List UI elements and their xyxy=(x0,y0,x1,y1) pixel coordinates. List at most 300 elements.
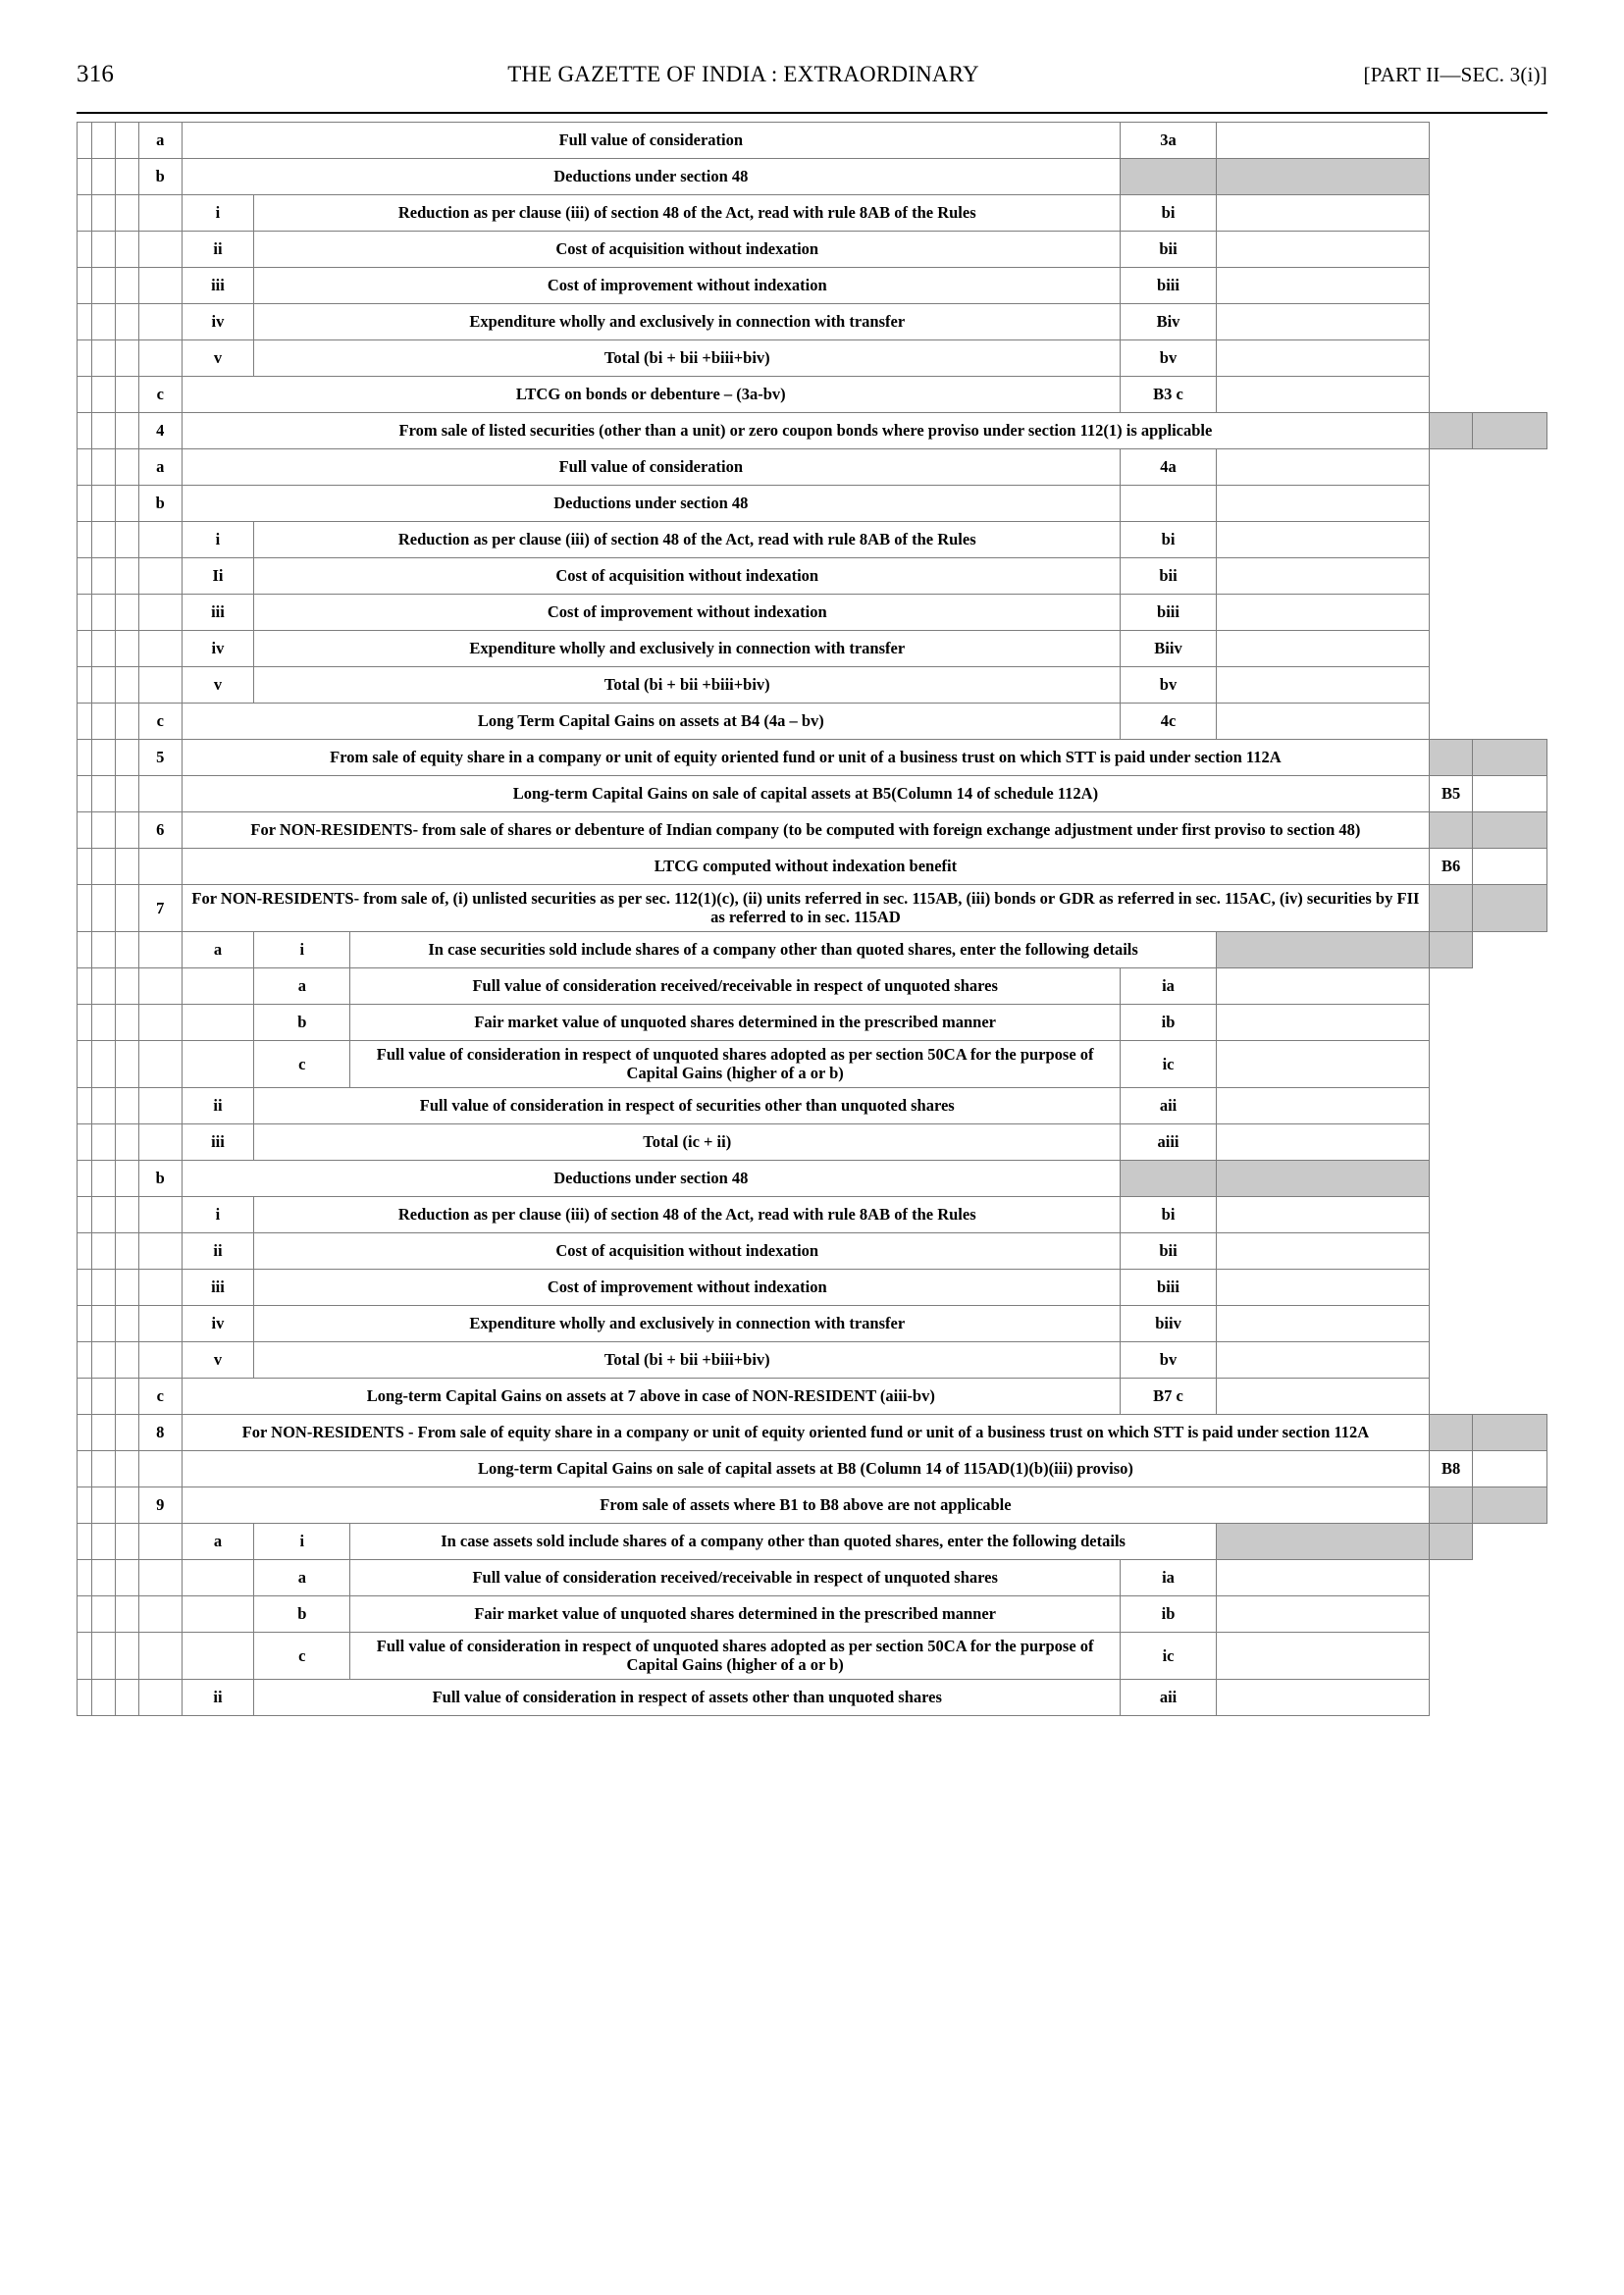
gutter-1 xyxy=(78,558,92,595)
row-label: Total (ic + ii) xyxy=(254,1123,1121,1160)
row-value-box[interactable] xyxy=(1216,1305,1429,1341)
row-level3-numeral: i xyxy=(254,1523,350,1559)
gutter-2 xyxy=(92,1450,116,1487)
gutter-3 xyxy=(116,377,139,413)
gutter-2 xyxy=(92,1160,116,1196)
row-code: bii xyxy=(1121,558,1217,595)
row-code: biii xyxy=(1121,1269,1217,1305)
table-row xyxy=(78,232,1547,268)
row-label: Full value of consideration received/receivable in respect of unquoted shares xyxy=(350,967,1121,1004)
gutter-2 xyxy=(92,776,116,812)
row-label: For NON-RESIDENTS- from sale of, (i) unlisted securities as per sec. 112(1)(c), (ii) units referred in sec. 115AB, (iii) bonds or GDR as referred in sec. 115AC, (iv) securities by FII as referred to in sec. 115AD xyxy=(182,885,1430,932)
gutter-1 xyxy=(78,967,92,1004)
row-spacer-2 xyxy=(182,1632,254,1679)
table-row xyxy=(78,740,1547,776)
row-value-box[interactable] xyxy=(1216,558,1429,595)
row-label: Reduction as per clause (iii) of section 48 of the Act, read with rule 8AB of the Rules xyxy=(254,522,1121,558)
table-row xyxy=(78,558,1547,595)
row-level3-numeral: i xyxy=(182,1196,254,1232)
row-level3-numeral: i xyxy=(182,195,254,232)
gutter-2 xyxy=(92,740,116,776)
shaded-spacer xyxy=(1472,740,1546,776)
row-spacer xyxy=(139,1679,182,1715)
gutter-1 xyxy=(78,1232,92,1269)
table-row xyxy=(78,1559,1547,1595)
row-code: bi xyxy=(1121,522,1217,558)
row-spacer xyxy=(139,1123,182,1160)
gutter-1 xyxy=(78,449,92,486)
row-level4-letter: c xyxy=(254,1040,350,1087)
gutter-2 xyxy=(92,413,116,449)
row-label: Deductions under section 48 xyxy=(182,1160,1121,1196)
row-code: bii xyxy=(1121,1232,1217,1269)
row-level3-numeral: iii xyxy=(182,1123,254,1160)
gutter-1 xyxy=(78,667,92,704)
row-level3-numeral: i xyxy=(254,931,350,967)
row-label: Fair market value of unquoted shares determined in the prescribed manner xyxy=(350,1004,1121,1040)
row-level4-letter: b xyxy=(254,1595,350,1632)
row-level1-number: 6 xyxy=(139,812,182,849)
gutter-2 xyxy=(92,885,116,932)
row-code: biii xyxy=(1121,268,1217,304)
capital-gains-table xyxy=(77,122,1547,1716)
row-value-box[interactable] xyxy=(1216,232,1429,268)
row-code: Biiv xyxy=(1121,631,1217,667)
shaded-value-cell xyxy=(1430,1523,1472,1559)
row-value-box xyxy=(1472,1450,1546,1487)
gutter-1 xyxy=(78,1487,92,1523)
row-spacer xyxy=(139,931,182,967)
table-row xyxy=(78,1087,1547,1123)
row-value-box[interactable] xyxy=(1216,340,1429,377)
row-code: bv xyxy=(1121,340,1217,377)
shaded-code-cell xyxy=(1216,1523,1429,1559)
table-row xyxy=(78,967,1547,1004)
row-label: Deductions under section 48 xyxy=(182,486,1121,522)
row-level2-letter: b xyxy=(139,1160,182,1196)
row-label: Full value of consideration xyxy=(182,449,1121,486)
table-body xyxy=(78,123,1547,1716)
gutter-1 xyxy=(78,1087,92,1123)
row-code: bi xyxy=(1121,1196,1217,1232)
row-value-box xyxy=(1472,776,1546,812)
row-value-box[interactable] xyxy=(1216,268,1429,304)
row-level3-numeral: iv xyxy=(182,631,254,667)
row-label: From sale of assets where B1 to B8 above are not applicable xyxy=(182,1487,1430,1523)
row-value-box[interactable] xyxy=(1216,595,1429,631)
row-right-code: B3 c xyxy=(1121,377,1217,413)
row-label: Total (bi + bii +biii+biv) xyxy=(254,667,1121,704)
gutter-2 xyxy=(92,967,116,1004)
gutter-3 xyxy=(116,1595,139,1632)
row-label: Cost of improvement without indexation xyxy=(254,1269,1121,1305)
table-row xyxy=(78,595,1547,631)
row-value-box[interactable] xyxy=(1216,631,1429,667)
row-label: Cost of improvement without indexation xyxy=(254,595,1121,631)
gutter-3 xyxy=(116,449,139,486)
table-row xyxy=(78,159,1547,195)
row-value-box[interactable] xyxy=(1216,1378,1429,1414)
row-code: aiii xyxy=(1121,1123,1217,1160)
gutter-1 xyxy=(78,486,92,522)
gutter-1 xyxy=(78,631,92,667)
gutter-3 xyxy=(116,304,139,340)
gutter-1 xyxy=(78,1450,92,1487)
gutter-1 xyxy=(78,1305,92,1341)
row-level3-numeral: v xyxy=(182,667,254,704)
table-row xyxy=(78,1160,1547,1196)
table-row xyxy=(78,885,1547,932)
row-code: ia xyxy=(1121,967,1217,1004)
row-value-box[interactable] xyxy=(1216,1087,1429,1123)
row-code: ic xyxy=(1121,1632,1217,1679)
gutter-1 xyxy=(78,776,92,812)
row-label: Expenditure wholly and exclusively in connection with transfer xyxy=(254,631,1121,667)
row-spacer-2 xyxy=(182,1004,254,1040)
table-row xyxy=(78,377,1547,413)
row-label: Fair market value of unquoted shares determined in the prescribed manner xyxy=(350,1595,1121,1632)
table-row xyxy=(78,195,1547,232)
row-code: ic xyxy=(1121,1040,1217,1087)
gutter-2 xyxy=(92,377,116,413)
gutter-2 xyxy=(92,340,116,377)
table-row xyxy=(78,123,1547,159)
row-value-box xyxy=(1472,849,1546,885)
gutter-3 xyxy=(116,1487,139,1523)
row-label: Reduction as per clause (iii) of section 48 of the Act, read with rule 8AB of the Rules xyxy=(254,195,1121,232)
gutter-2 xyxy=(92,1040,116,1087)
gutter-1 xyxy=(78,413,92,449)
gutter-3 xyxy=(116,1341,139,1378)
table-row xyxy=(78,1305,1547,1341)
row-label: In case securities sold include shares of a company other than quoted shares, enter the following details xyxy=(350,931,1217,967)
shaded-code-cell xyxy=(1430,413,1472,449)
row-label: Reduction as per clause (iii) of section 48 of the Act, read with rule 8AB of the Rules xyxy=(254,1196,1121,1232)
table-row xyxy=(78,486,1547,522)
shaded-code-cell xyxy=(1430,812,1472,849)
row-level1-number: 7 xyxy=(139,885,182,932)
gutter-1 xyxy=(78,1123,92,1160)
row-level3-numeral: i xyxy=(182,522,254,558)
row-value-box[interactable] xyxy=(1216,304,1429,340)
row-spacer xyxy=(139,1040,182,1087)
row-value-box[interactable] xyxy=(1216,1232,1429,1269)
row-label: LTCG on bonds or debenture – (3a-bv) xyxy=(182,377,1121,413)
row-level1-number: 9 xyxy=(139,1487,182,1523)
row-level3-numeral: iv xyxy=(182,1305,254,1341)
table-row xyxy=(78,1378,1547,1414)
table-row xyxy=(78,1595,1547,1632)
row-spacer xyxy=(139,631,182,667)
shaded-code-cell xyxy=(1430,1487,1472,1523)
table-row xyxy=(78,704,1547,740)
table-row xyxy=(78,449,1547,486)
row-level3-numeral: ii xyxy=(182,1232,254,1269)
gutter-2 xyxy=(92,667,116,704)
row-value-box[interactable] xyxy=(1216,377,1429,413)
gutter-1 xyxy=(78,340,92,377)
row-label: Full value of consideration in respect of unquoted shares adopted as per section 50CA for the purpose of Capital Gains (higher of a or b) xyxy=(350,1632,1121,1679)
row-label: Full value of consideration in respect of assets other than unquoted shares xyxy=(254,1679,1121,1715)
gutter-1 xyxy=(78,1559,92,1595)
gutter-3 xyxy=(116,849,139,885)
row-level4-letter: a xyxy=(254,1559,350,1595)
gutter-2 xyxy=(92,1341,116,1378)
gutter-3 xyxy=(116,812,139,849)
row-level2-letter: a xyxy=(182,931,254,967)
table-row xyxy=(78,1269,1547,1305)
gutter-1 xyxy=(78,1341,92,1378)
gutter-2 xyxy=(92,449,116,486)
row-value-box[interactable] xyxy=(1216,967,1429,1004)
row-spacer xyxy=(139,558,182,595)
gutter-3 xyxy=(116,1414,139,1450)
row-spacer xyxy=(139,967,182,1004)
row-value-box[interactable] xyxy=(1216,1196,1429,1232)
gutter-3 xyxy=(116,1160,139,1196)
row-value-box[interactable] xyxy=(1216,1559,1429,1595)
gutter-3 xyxy=(116,595,139,631)
shaded-code-cell xyxy=(1430,885,1472,932)
row-spacer xyxy=(139,1450,182,1487)
row-spacer xyxy=(139,304,182,340)
gutter-1 xyxy=(78,377,92,413)
gutter-2 xyxy=(92,195,116,232)
shaded-code-cell xyxy=(1121,1160,1217,1196)
gutter-1 xyxy=(78,159,92,195)
row-spacer xyxy=(139,595,182,631)
row-label: From sale of equity share in a company or unit of equity oriented fund or unit of a business trust on which STT is paid under section 112A xyxy=(182,740,1430,776)
table-row xyxy=(78,667,1547,704)
gutter-3 xyxy=(116,1559,139,1595)
row-value-box[interactable] xyxy=(1216,1341,1429,1378)
row-value-box[interactable] xyxy=(1216,1595,1429,1632)
row-value-box[interactable] xyxy=(1216,123,1429,159)
gutter-2 xyxy=(92,1487,116,1523)
row-level4-letter: a xyxy=(254,967,350,1004)
row-value-box[interactable] xyxy=(1216,667,1429,704)
gutter-3 xyxy=(116,776,139,812)
table-row xyxy=(78,812,1547,849)
gutter-3 xyxy=(116,1523,139,1559)
gutter-3 xyxy=(116,740,139,776)
row-label: Long-term Capital Gains on assets at 7 above in case of NON-RESIDENT (aiii-bv) xyxy=(182,1378,1121,1414)
row-level3-numeral: ii xyxy=(182,1679,254,1715)
row-label: From sale of listed securities (other than a unit) or zero coupon bonds where proviso under section 112(1) is applicable xyxy=(182,413,1430,449)
gutter-3 xyxy=(116,931,139,967)
gazette-title: THE GAZETTE OF INDIA : EXTRAORDINARY xyxy=(507,62,979,86)
row-level3-numeral: v xyxy=(182,1341,254,1378)
row-spacer xyxy=(139,268,182,304)
gutter-1 xyxy=(78,931,92,967)
row-level3-numeral: v xyxy=(182,340,254,377)
table-row xyxy=(78,268,1547,304)
gutter-1 xyxy=(78,1196,92,1232)
row-spacer xyxy=(139,232,182,268)
gutter-1 xyxy=(78,704,92,740)
gutter-1 xyxy=(78,522,92,558)
gutter-3 xyxy=(116,967,139,1004)
table-row xyxy=(78,1450,1547,1487)
gutter-3 xyxy=(116,1679,139,1715)
shaded-code-cell xyxy=(1430,740,1472,776)
shaded-value-cell xyxy=(1216,159,1429,195)
row-level3-numeral: iii xyxy=(182,1269,254,1305)
row-value-box[interactable] xyxy=(1216,1123,1429,1160)
gutter-2 xyxy=(92,232,116,268)
row-right-code: B6 xyxy=(1430,849,1472,885)
gutter-3 xyxy=(116,1269,139,1305)
row-value-box[interactable] xyxy=(1216,704,1429,740)
gutter-1 xyxy=(78,1269,92,1305)
gutter-2 xyxy=(92,1196,116,1232)
gutter-1 xyxy=(78,123,92,159)
row-level2-letter: a xyxy=(139,123,182,159)
row-label: Cost of acquisition without indexation xyxy=(254,232,1121,268)
gutter-1 xyxy=(78,268,92,304)
row-spacer xyxy=(139,1632,182,1679)
shaded-spacer xyxy=(1472,812,1546,849)
row-spacer xyxy=(139,776,182,812)
gutter-3 xyxy=(116,195,139,232)
row-label: Full value of consideration in respect of unquoted shares adopted as per section 50CA for the purpose of Capital Gains (higher of a or b) xyxy=(350,1040,1121,1087)
gutter-1 xyxy=(78,812,92,849)
gutter-2 xyxy=(92,1087,116,1123)
gutter-3 xyxy=(116,340,139,377)
row-code xyxy=(1121,486,1217,522)
gutter-2 xyxy=(92,1123,116,1160)
row-spacer xyxy=(139,340,182,377)
gutter-3 xyxy=(116,704,139,740)
table-row xyxy=(78,849,1547,885)
row-value-box[interactable] xyxy=(1216,1269,1429,1305)
shaded-spacer xyxy=(1472,1414,1546,1450)
row-value-box[interactable] xyxy=(1216,1004,1429,1040)
row-spacer xyxy=(139,1523,182,1559)
gutter-1 xyxy=(78,1040,92,1087)
row-value-box[interactable] xyxy=(1216,522,1429,558)
table-row xyxy=(78,413,1547,449)
table-row xyxy=(78,931,1547,967)
gutter-1 xyxy=(78,885,92,932)
shaded-spacer xyxy=(1472,1487,1546,1523)
row-value-box[interactable] xyxy=(1216,195,1429,232)
row-code: aii xyxy=(1121,1679,1217,1715)
row-spacer-2 xyxy=(182,1595,254,1632)
gutter-3 xyxy=(116,123,139,159)
row-level3-numeral: iv xyxy=(182,304,254,340)
gutter-3 xyxy=(116,1087,139,1123)
row-code: 3a xyxy=(1121,123,1217,159)
table-row xyxy=(78,340,1547,377)
row-level2-letter: b xyxy=(139,486,182,522)
gutter-3 xyxy=(116,232,139,268)
gutter-1 xyxy=(78,1160,92,1196)
row-spacer xyxy=(139,667,182,704)
row-level3-numeral: Ii xyxy=(182,558,254,595)
row-level3-numeral: ii xyxy=(182,1087,254,1123)
row-spacer xyxy=(139,1269,182,1305)
gutter-3 xyxy=(116,1378,139,1414)
row-spacer-2 xyxy=(182,1040,254,1087)
row-spacer xyxy=(139,1559,182,1595)
row-level2-letter: a xyxy=(182,1523,254,1559)
row-label: Cost of improvement without indexation xyxy=(254,268,1121,304)
row-right-code: 4c xyxy=(1121,704,1217,740)
row-value-box[interactable] xyxy=(1216,1632,1429,1679)
gutter-3 xyxy=(116,1196,139,1232)
gutter-3 xyxy=(116,631,139,667)
gutter-2 xyxy=(92,558,116,595)
row-level4-letter: c xyxy=(254,1632,350,1679)
row-label: Total (bi + bii +biii+biv) xyxy=(254,340,1121,377)
gutter-3 xyxy=(116,268,139,304)
row-value-box[interactable] xyxy=(1216,1679,1429,1715)
row-code: bv xyxy=(1121,667,1217,704)
row-label: Total (bi + bii +biii+biv) xyxy=(254,1341,1121,1378)
table-row xyxy=(78,631,1547,667)
row-spacer xyxy=(139,1196,182,1232)
gutter-2 xyxy=(92,159,116,195)
gutter-2 xyxy=(92,1679,116,1715)
row-label: Long-term Capital Gains on sale of capital assets at B8 (Column 14 of 115AD(1)(b)(iii) proviso) xyxy=(182,1450,1430,1487)
row-level1-number: 4 xyxy=(139,413,182,449)
row-value-box[interactable] xyxy=(1216,449,1429,486)
gutter-2 xyxy=(92,522,116,558)
gutter-2 xyxy=(92,1232,116,1269)
gutter-2 xyxy=(92,1559,116,1595)
gutter-2 xyxy=(92,1269,116,1305)
gutter-1 xyxy=(78,195,92,232)
row-spacer xyxy=(139,522,182,558)
row-code: bv xyxy=(1121,1341,1217,1378)
row-label: Full value of consideration received/receivable in respect of unquoted shares xyxy=(350,1559,1121,1595)
gutter-1 xyxy=(78,1595,92,1632)
gutter-2 xyxy=(92,849,116,885)
row-value-box[interactable] xyxy=(1216,1040,1429,1087)
shaded-code-cell xyxy=(1121,159,1217,195)
row-code: biiv xyxy=(1121,1305,1217,1341)
row-spacer xyxy=(139,1004,182,1040)
row-right-code: B7 c xyxy=(1121,1378,1217,1414)
table-row xyxy=(78,1632,1547,1679)
row-label: Expenditure wholly and exclusively in connection with transfer xyxy=(254,1305,1121,1341)
gutter-2 xyxy=(92,631,116,667)
row-label: Cost of acquisition without indexation xyxy=(254,558,1121,595)
gutter-1 xyxy=(78,595,92,631)
gutter-1 xyxy=(78,1523,92,1559)
gutter-3 xyxy=(116,486,139,522)
shaded-spacer xyxy=(1472,413,1546,449)
table-row xyxy=(78,304,1547,340)
shaded-code-cell xyxy=(1430,1414,1472,1450)
gutter-3 xyxy=(116,413,139,449)
row-code: ib xyxy=(1121,1004,1217,1040)
row-level2-letter: a xyxy=(139,449,182,486)
row-right-code: B5 xyxy=(1430,776,1472,812)
shaded-value-cell xyxy=(1216,1160,1429,1196)
gutter-3 xyxy=(116,159,139,195)
gutter-1 xyxy=(78,740,92,776)
gutter-2 xyxy=(92,812,116,849)
page-number: 316 xyxy=(77,61,115,87)
row-spacer xyxy=(139,1595,182,1632)
gutter-1 xyxy=(78,1004,92,1040)
row-label: Long Term Capital Gains on assets at B4 (4a – bv) xyxy=(182,704,1121,740)
gutter-3 xyxy=(116,667,139,704)
row-label: Cost of acquisition without indexation xyxy=(254,1232,1121,1269)
row-value-box[interactable] xyxy=(1216,486,1429,522)
